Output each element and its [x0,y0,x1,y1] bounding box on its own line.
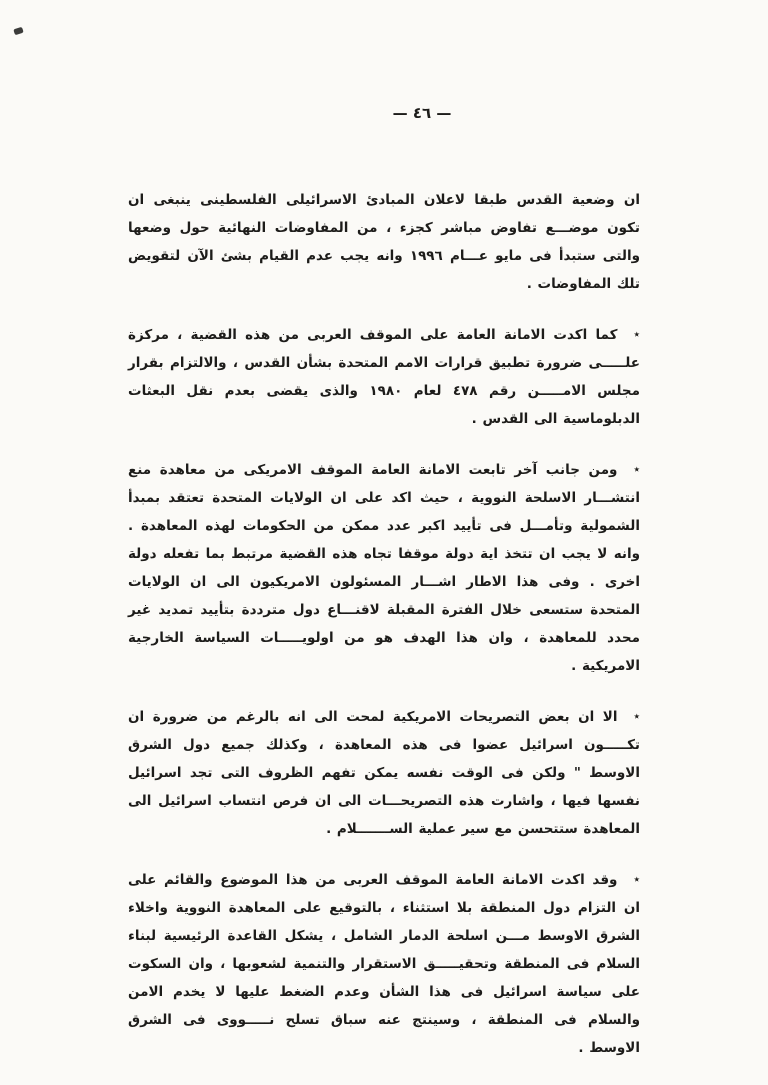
paragraph-text: الا ان بعض التصريحات الامريكية لمحت الى انه بالرغم من ضرورة ان تكـــــون اسرائيل عضوا فى هذه المعاهدة ، وكذلك جميع دول الشرق الاوسط " ولكن فى الوقت نفسه يمكن تفهم الظروف التى تجد اسرائيل نفسها فيها ، واشارت هذه التصريحـــات الى ان فرص انتساب اسرائيل الى المعاهدة ستتحسن مع سير عملية الســـــــلام . [128,709,640,837]
paragraph [128,455,640,680]
paragraph-text: كما اكدت الامانة العامة على الموقف العربى من هذه القضية ، مركزة علـــــى ضرورة تطبيق قرارات الامم المتحدة بشأن القدس ، والالتزام بقرار مجلس الامـــــن رقم ٤٧٨ لعام ١٩٨٠ والذى يقضى بعدم نقل البعثات الدبلوماسية الى القدس . [128,327,640,427]
paragraph [128,186,640,298]
paragraph-text: ان وضعية القدس طبقا لاعلان المبادئ الاسرائيلى الفلسطينى ينبغى ان تكون موضـــع تفاوض مباشر كجزء ، من المفاوضات النهائية حول وضعها والتى ستبدأ فى مايو عـــام ١٩٩٦ وانه يجب عدم القيام بشئ الآن لتقويض تلك المفاوضات . [128,192,640,292]
bullet-marker: ٭ [633,327,640,341]
paragraph-text: وقد اكدت الامانة العامة الموقف العربى من هذا الموضوع والقائم على ان التزام دول المنطقة بلا استثناء ، بالتوقيع على المعاهدة النووية واخلاء الشرق الاوسط مـــن اسلحة الدمار الشامل ، يشكل القاعدة الرئيسية لبناء السلام فى المنطقة وتحقيـــــق الاستقرار والتنمية لشعوبها ، وان السكوت على سياسة اسرائيل فى هذا الشأن وعدم الضغط عليها لا يخدم الامن والسلام فى المنطقة ، وسينتج عنه سباق تسلح نـــــووى فى الشرق الاوسط . [128,872,640,1056]
bullet-marker: ٭ [633,709,640,723]
paragraph [128,865,640,1062]
paragraph-text: ومن جانب آخر تابعت الامانة العامة الموقف الامريكى من معاهدة منع انتشـــار الاسلحة النووية ، حيث اكد على ان الولايات المتحدة تعتقد بمبدأ الشمولية وتأمـــل فى تأييد اكبر عدد ممكن من الحكومات لهذه المعاهدة . وانه لا يجب ان تتخذ اية دولة موقفا تجاه هذه القضية مرتبط بما تفعله دولة اخرى . وفى هذا الاطار اشـــار المسئولون الامريكيون الى ان الولايات المتحدة ستسعى خلال الفترة المقبلة لاقنـــاع دول مترددة بتأييد تمديد غير محدد للمعاهدة ، وان هذا الهدف هو من اولويـــــات السياسة الخارجية الامريكية . [128,462,640,674]
page-number: — ٤٦ — [392,104,452,122]
scan-artifact [13,27,23,35]
paragraph [128,320,640,433]
document-body [128,186,640,1084]
bullet-marker: ٭ [633,462,640,476]
bullet-marker: ٭ [633,872,640,886]
paragraph [128,702,640,843]
